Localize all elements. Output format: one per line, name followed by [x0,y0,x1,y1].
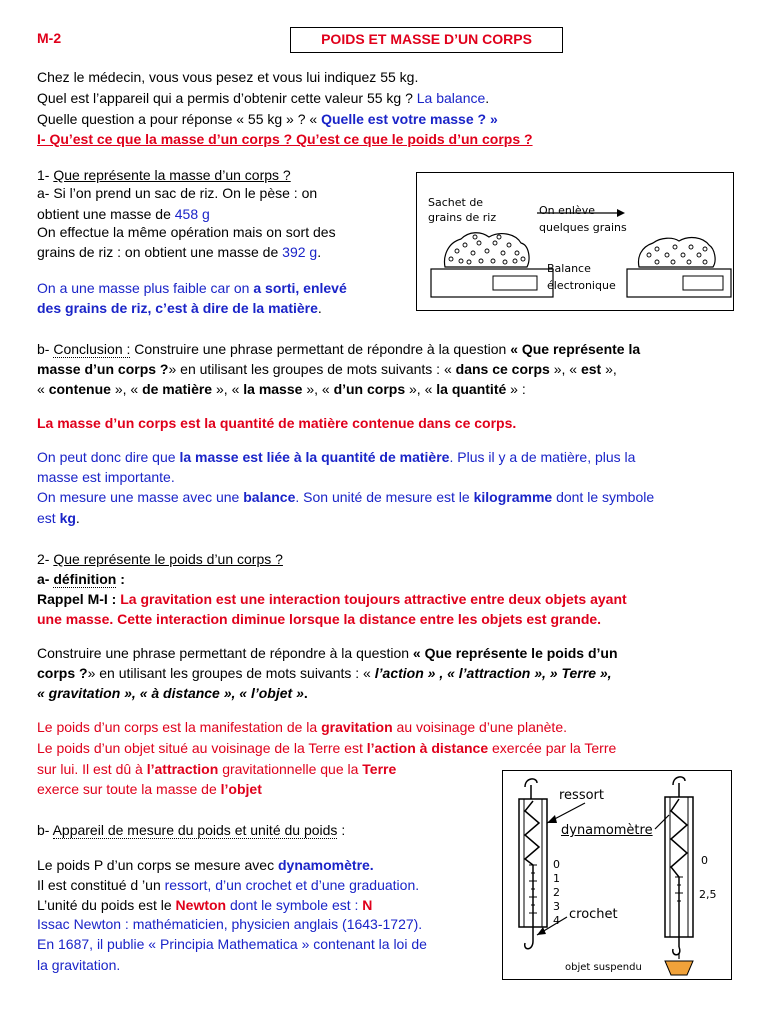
part-2-def [37,569,125,589]
part-2b-line-4: Issac Newton : mathématicien, physicien anglais (1643-1727). [37,916,423,932]
word: de matière [142,381,213,397]
punct: : [120,571,125,587]
question: « Que représente la [510,341,641,357]
prefix: b- [37,822,50,838]
part-1-line-3: On effectue la même opération mais on sort des [37,224,336,240]
heading-text: Que représente le poids d’un corps ? [53,551,283,567]
label-enleve-2: quelques grains [539,221,627,234]
part-2-consigne-2 [37,663,612,683]
scale-left-0: 0 [553,858,560,871]
conclusion-line-1 [37,339,640,359]
heading-text: Que représente la masse d’un corps ? [53,167,291,183]
emphasis: kg [59,510,76,526]
text: », « [553,361,578,377]
balance-figure [416,172,734,311]
intro-line-1: Chez le médecin, vous vous pesez et vous lui indiquez 55 kg. [37,69,419,85]
intro-question: Quel est l’appareil qui a permis d’obtenir cette valeur 55 kg ? [37,90,413,106]
heading-text: Appareil de mesure du poids et unité du poids [52,822,338,838]
words: l’action » , « l’attraction », » Terre », [374,665,612,681]
rice-bag-reduced [639,238,716,267]
text: Le poids P d’un corps se mesure avec [37,857,275,873]
label-objet: objet suspendu [565,962,642,973]
scale-right-1: 2,5 [699,888,717,901]
punct: . [75,510,80,526]
balance-left-display [493,276,537,290]
punct: . [485,90,490,106]
intro-question-2: Quelle question a pour réponse « 55 kg » ? « [37,111,318,127]
text: gravitationnelle que la [222,761,359,777]
text: » en utilisant les groupes de mots suivants : « [87,665,371,681]
label-balance-2: électronique [547,279,616,292]
page-code: M-2 [37,30,62,46]
label-sachet-2: grains de riz [428,211,497,224]
part-1-line-1: a- Si l’on prend un sac de riz. On le pèse : on [37,185,318,201]
label-enleve-1: On enlève [539,204,595,217]
text: grains de riz : on obtient une masse de [37,244,279,260]
text: » en utilisant les groupes de mots suivants : « [168,361,452,377]
intro-line-2 [37,88,489,108]
page-title: POIDS ET MASSE D’UN CORPS [290,27,563,53]
text: « [37,381,45,397]
text: », « [306,381,330,397]
label-ressort: ressort [559,788,604,803]
text: au voisinage d’une planète. [396,719,567,735]
part-2b-line-3 [37,895,372,915]
suspended-object [665,961,693,975]
mass-info-line-2: masse est importante. [37,469,175,485]
question: masse d’un corps ? [37,361,169,377]
intro-line-3 [37,109,498,129]
rappel-line-2: une masse. Cette interaction diminue lorsque la distance entre les objets est grande. [37,611,602,627]
text: Le poids d’un corps est la manifestation de la [37,719,318,735]
poids-answer-2 [37,738,616,758]
word: dans ce corps [455,361,550,377]
text: exercée par la Terre [492,740,617,756]
def-label: définition [53,571,117,587]
intro-answer-masse: Quelle est votre masse ? » [321,111,498,127]
heading-number: 1- [37,167,50,183]
text: On peut donc dire que [37,449,176,465]
unit-symbol: N [362,897,373,913]
scale-left-2: 2 [553,886,560,899]
part-1-heading [37,165,291,185]
punct: . [303,685,308,701]
scale-right-0: 0 [701,854,708,867]
text: Il est constitué d ’un [37,877,161,893]
prefix: b- [37,341,50,357]
heading-number: 2- [37,551,50,567]
text: », [605,361,617,377]
part-2b-line-2 [37,875,419,895]
text: On a une masse plus faible car on [37,280,250,296]
punct: : [341,822,346,838]
conclusion-line-2 [37,359,617,379]
mass-info-line-4 [37,508,80,528]
part-1-result-1 [37,278,347,298]
emphasis: gravitation [321,719,393,735]
text: dont le symbole est : [230,897,359,913]
part-2-heading [37,549,283,569]
emphasis: l’attraction [146,761,219,777]
text: . Son unité de mesure est le [295,489,470,505]
part-2b-line-6: la gravitation. [37,957,121,973]
rappel-label: Rappel M-I : [37,591,117,607]
arrow-head [617,209,625,217]
emphasis: des grains de riz, c’est à dire de la matière [37,300,318,316]
text: exerce sur toute la masse de [37,781,217,797]
emphasis: a sorti, enlevé [253,280,347,296]
scale-left-3: 3 [553,900,560,913]
text: Construire une phrase permettant de répondre à la question [134,341,507,357]
emphasis: l’objet [220,781,262,797]
emphasis: dynamomètre. [278,857,374,873]
words: « gravitation », « à distance », « l’objet » [37,685,304,701]
part-1-line-2 [37,204,210,224]
part-1-line-4 [37,242,321,262]
question: corps ? [37,665,88,681]
poids-answer-4 [37,779,262,799]
balance-right-display [683,276,723,290]
question: « Que représente le poids d’un [412,645,618,661]
word: d’un corps [333,381,406,397]
text: Le poids d’un objet situé au voisinage de la Terre est [37,740,363,756]
label-balance-1: Balance [547,262,591,275]
part-2b-heading [37,820,345,840]
word: la quantité [436,381,507,397]
text: sur lui. Il est dû à [37,761,143,777]
emphasis: Terre [362,761,397,777]
emphasis: kilogramme [473,489,553,505]
text: », « [409,381,433,397]
text: est [37,510,56,526]
prefix: a- [37,571,50,587]
mass-info-line-1 [37,447,635,467]
text: dont le symbole [556,489,655,505]
rappel-line-1 [37,589,627,609]
part-2b-line-5: En 1687, il publie « Principia Mathematica » contenant la loi de [37,936,427,952]
scale-left-4: 4 [553,914,560,927]
components: ressort, d’un crochet et d’une graduation. [164,877,420,893]
emphasis: la masse est liée à la quantité de matière [179,449,450,465]
word: est [580,361,602,377]
text: . Plus il y a de matière, plus la [449,449,636,465]
unit-newton: Newton [175,897,227,913]
part-2-consigne-3 [37,683,308,703]
conclusion-label: Conclusion : [53,341,131,357]
emphasis: l’action à distance [366,740,489,756]
text: L’unité du poids est le [37,897,172,913]
label-crochet: crochet [569,907,618,922]
text: » : [510,381,526,397]
conclusion-line-3 [37,379,526,399]
punct: . [317,300,322,316]
mass-info-line-3 [37,487,654,507]
mass-value-1: 458 g [174,206,210,222]
part-1-result-2 [37,298,322,318]
word: contenue [48,381,111,397]
dynamometer-illustration [503,771,733,981]
label-dynamometre: dynamomètre [561,823,653,838]
intro-answer-balance: La balance [416,90,486,106]
left-crochet [525,941,533,949]
rappel-text: La gravitation est une interaction toujours attractive entre deux objets ayant [120,591,627,607]
conclusion-answer: La masse d’un corps est la quantité de matière contenue dans ce corps. [37,415,517,431]
mass-value-2: 392 g [282,244,318,260]
poids-answer-1 [37,717,567,737]
scale-left-1: 1 [553,872,560,885]
word: la masse [243,381,303,397]
part-2b-line-1 [37,855,374,875]
text: obtient une masse de [37,206,171,222]
text: On mesure une masse avec une [37,489,240,505]
poids-answer-3 [37,759,396,779]
section-1-heading: I- Qu’est ce que la masse d’un corps ? Qu’est ce que le poids d’un corps ? [37,131,533,147]
text: », « [216,381,240,397]
label-sachet-1: Sachet de [428,196,484,209]
text: », « [114,381,139,397]
part-2-consigne-1 [37,643,618,663]
text: Construire une phrase permettant de répondre à la question [37,645,410,661]
punct: . [317,244,322,260]
emphasis: balance [243,489,296,505]
dynamometer-figure [502,770,732,980]
